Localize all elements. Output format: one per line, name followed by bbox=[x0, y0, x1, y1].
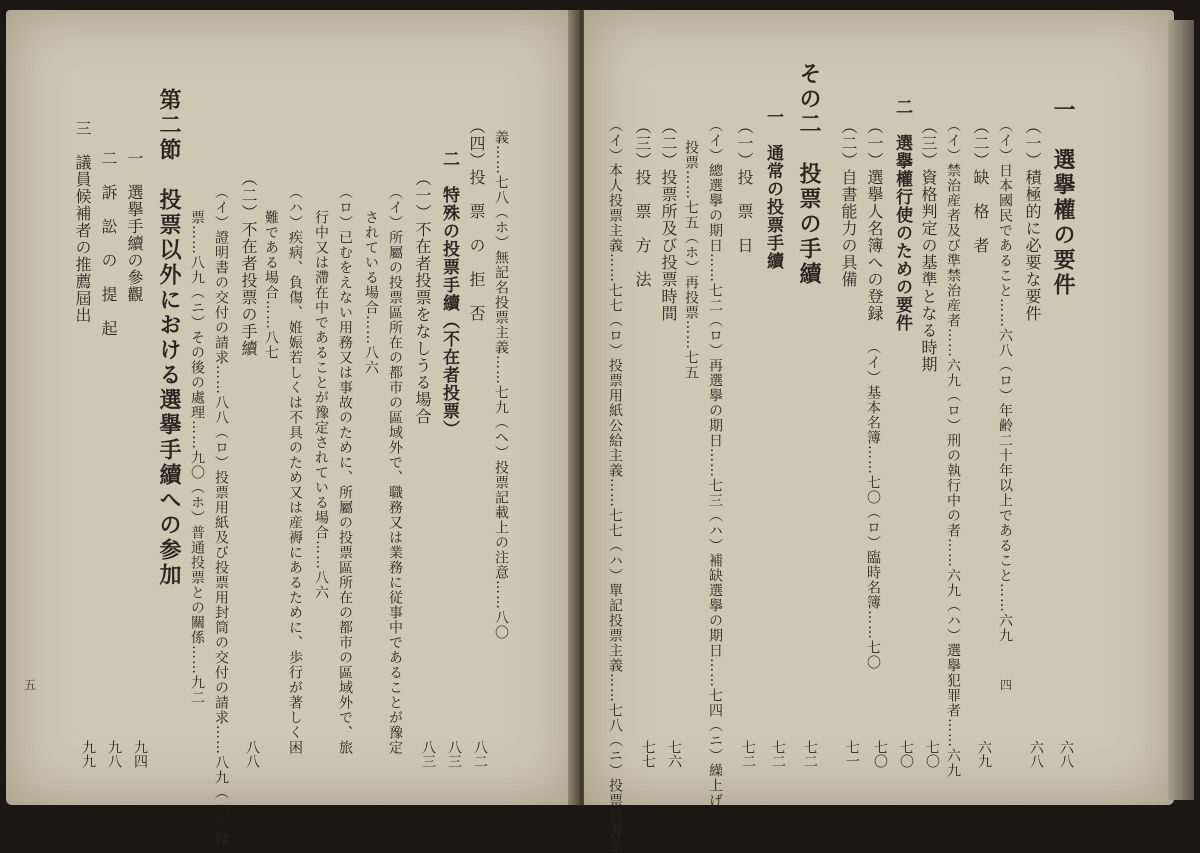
toc-entry: （一）不在者投票をなしうる場合 bbox=[413, 170, 432, 425]
toc-entry: 二 選擧權行使のための要件 bbox=[892, 98, 912, 332]
section-title: その二 投票の手續 bbox=[796, 62, 822, 287]
toc-entry: （二）投票所及び投票時間 bbox=[659, 118, 678, 322]
toc-entry: 二 特殊の投票手續（不在者投票） bbox=[439, 150, 459, 438]
page-folio: 四 bbox=[1000, 678, 1013, 692]
toc-entry: （イ）禁治産者及び準禁治産者……六九（ロ）刑の執行中の者……六九（ハ）選擧犯罪者……六九 bbox=[945, 118, 961, 778]
page-number: 八二 bbox=[472, 740, 488, 768]
toc-entry: （二）不在者投票の手續 bbox=[239, 170, 258, 357]
toc-entry: されている場合……八六 bbox=[363, 210, 379, 375]
toc-entry: （イ）總選擧の期日……七二（ロ）再選擧の期日……七三（ハ）補缺選擧の期日……七四（ニ）繰上げ bbox=[707, 118, 723, 808]
page-number: 八八 bbox=[244, 740, 260, 768]
page-number: 七一 bbox=[844, 740, 860, 768]
toc-entry: 一 通常の投票手續 bbox=[763, 108, 783, 270]
page-number: 九八 bbox=[106, 740, 122, 768]
toc-entry: （一）投 票 日 bbox=[735, 118, 754, 254]
page-number: 六九 bbox=[976, 740, 992, 768]
toc-entry: （ハ）疾病、負傷、姙娠若しくは不具のため又は産褥にあるために、歩行が著しく困 bbox=[287, 185, 303, 755]
toc-entry: （二）自書能力の具備 bbox=[839, 118, 858, 288]
toc-entry: （イ）基本名簿……七〇（ロ）臨時名簿……七〇 bbox=[865, 340, 881, 670]
page-folio: 五 bbox=[24, 678, 37, 692]
page-number: 七二 bbox=[770, 740, 786, 768]
toc-entry: 一 選擧手續の參觀 bbox=[125, 150, 144, 303]
page-number: 九九 bbox=[80, 740, 96, 768]
section-title: 第二節 投票以外における選擧手續への参加 bbox=[156, 88, 182, 588]
page-number: 七二 bbox=[802, 740, 818, 768]
page-edge bbox=[1168, 20, 1194, 800]
toc-entry: 票……八九（ニ）その後の處理……九〇（ホ）普通投票との關係……九二 bbox=[189, 210, 205, 705]
toc-entry: （三）投 票 方 法 bbox=[633, 118, 652, 288]
page-number: 七〇 bbox=[872, 740, 888, 768]
page-number: 七〇 bbox=[924, 740, 940, 768]
page-number: 六八 bbox=[1058, 740, 1074, 768]
toc-entry: （イ）證明書の交付の請求……八八（ロ）投票用紙及び投票用封筒の交付の請求……八九（ハ）投 bbox=[213, 185, 229, 845]
toc-entry: （イ）日本國民であること……六八（ロ）年齢二十年以上であること……六九 bbox=[997, 118, 1013, 643]
toc-entry: （イ）所屬の投票區所在の都市の區域外で、職務又は業務に従事中であることが豫定 bbox=[387, 185, 403, 755]
toc-entry: 行中又は滯在中であることが豫定されている場合……八六 bbox=[313, 210, 329, 600]
toc-entry: 投票……七五（ホ）再投票……七五 bbox=[683, 140, 699, 380]
toc-entry: 三 議員候補者の推薦屆出 bbox=[73, 120, 92, 324]
toc-entry: 難である場合……八七 bbox=[263, 210, 279, 360]
toc-entry: 一 選擧權の要件 bbox=[1050, 98, 1076, 298]
toc-entry: （ロ）已むをえない用務又は事故のために、所屬の投票區所在の都市の區域外で、旅 bbox=[337, 185, 353, 755]
page-number: 八三 bbox=[420, 740, 436, 768]
toc-entry: （二）缺 格 者 bbox=[971, 118, 990, 254]
toc-entry: （三）資格判定の基準となる時期 bbox=[919, 118, 938, 373]
page-number: 六八 bbox=[1028, 740, 1044, 768]
toc-entry: （一）積極的に必要な要件 bbox=[1023, 118, 1042, 322]
page-number: 七二 bbox=[740, 740, 756, 768]
page-number: 八三 bbox=[446, 740, 462, 768]
toc-entry: 義……七八（ホ）無記名投票主義……七九（ヘ）投票記載上の注意……八〇 bbox=[493, 130, 509, 640]
toc-entry: 二 訴 訟 の 提 起 bbox=[99, 150, 118, 337]
toc-entry: （四）投 票 の 拒 否 bbox=[467, 118, 486, 322]
page-number: 七七 bbox=[640, 740, 656, 768]
page-number: 九四 bbox=[132, 740, 148, 768]
page-number: 七六 bbox=[666, 740, 682, 768]
page-number: 七〇 bbox=[898, 740, 914, 768]
toc-entry: （イ）本人投票主義……七七（ロ）投票用紙公給主義……七七（ハ）單記投票主義……七八（ニ）投票自書主 bbox=[607, 118, 623, 853]
toc-entry: （一）選擧人名簿への登録 bbox=[865, 118, 884, 322]
